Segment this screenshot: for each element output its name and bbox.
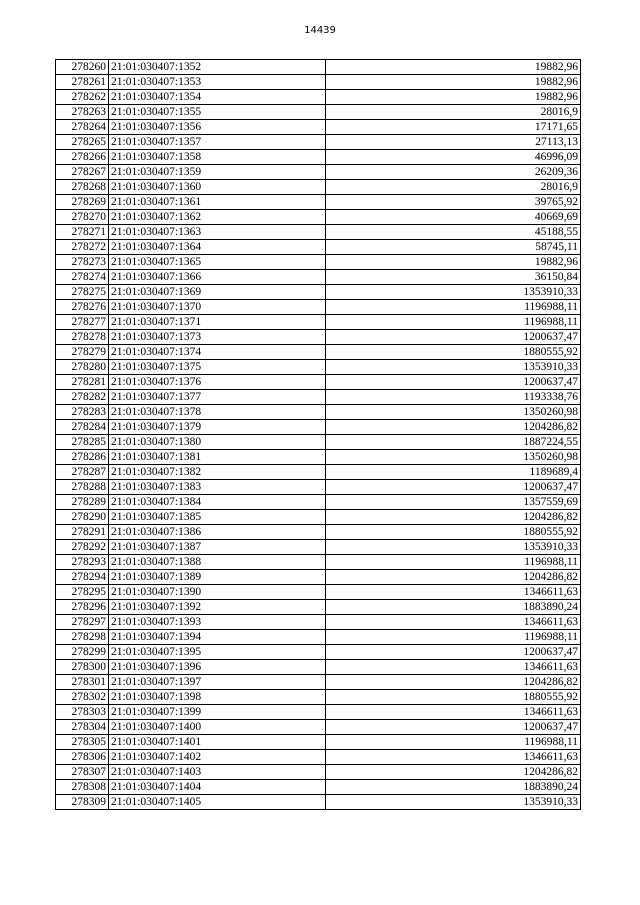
row-number-cell: 278286 xyxy=(56,450,109,465)
cadastral-number-cell: 21:01:030407:1382 xyxy=(109,465,326,480)
row-number-cell: 278283 xyxy=(56,405,109,420)
cadastral-number-cell: 21:01:030407:1390 xyxy=(109,585,326,600)
cadastral-number-cell: 21:01:030407:1361 xyxy=(109,195,326,210)
cadastral-value-cell: 1353910,33 xyxy=(326,795,581,810)
cadastral-number-cell: 21:01:030407:1403 xyxy=(109,765,326,780)
table-row xyxy=(56,75,581,90)
cadastral-value-cell: 1200637,47 xyxy=(326,330,581,345)
cadastral-value-cell: 26209,36 xyxy=(326,165,581,180)
cadastral-number-cell: 21:01:030407:1378 xyxy=(109,405,326,420)
row-number-cell: 278306 xyxy=(56,750,109,765)
row-number-cell: 278267 xyxy=(56,165,109,180)
row-number-cell: 278275 xyxy=(56,285,109,300)
cadastral-value-cell: 1350260,98 xyxy=(326,405,581,420)
cadastral-value-cell: 1883890,24 xyxy=(326,780,581,795)
cadastral-value-cell: 1883890,24 xyxy=(326,600,581,615)
cadastral-number-cell: 21:01:030407:1380 xyxy=(109,435,326,450)
cadastral-number-cell: 21:01:030407:1355 xyxy=(109,105,326,120)
row-number-cell: 278297 xyxy=(56,615,109,630)
row-number-cell: 278274 xyxy=(56,270,109,285)
cadastral-value-cell: 1200637,47 xyxy=(326,480,581,495)
row-number-cell: 278287 xyxy=(56,465,109,480)
row-number-cell: 278269 xyxy=(56,195,109,210)
cadastral-value-cell: 40669,69 xyxy=(326,210,581,225)
table-row xyxy=(56,705,581,720)
row-number-cell: 278264 xyxy=(56,120,109,135)
cadastral-value-cell: 1346611,63 xyxy=(326,660,581,675)
cadastral-value-cell: 1357559,69 xyxy=(326,495,581,510)
cadastral-number-cell: 21:01:030407:1402 xyxy=(109,750,326,765)
row-number-cell: 278301 xyxy=(56,675,109,690)
cadastral-value-table xyxy=(55,59,581,810)
cadastral-number-cell: 21:01:030407:1375 xyxy=(109,360,326,375)
row-number-cell: 278293 xyxy=(56,555,109,570)
cadastral-number-cell: 21:01:030407:1377 xyxy=(109,390,326,405)
cadastral-number-cell: 21:01:030407:1388 xyxy=(109,555,326,570)
cadastral-number-cell: 21:01:030407:1365 xyxy=(109,255,326,270)
cadastral-value-cell: 1346611,63 xyxy=(326,705,581,720)
table-row xyxy=(56,390,581,405)
cadastral-value-cell: 1193338,76 xyxy=(326,390,581,405)
cadastral-value-cell: 1346611,63 xyxy=(326,750,581,765)
table-row xyxy=(56,525,581,540)
cadastral-number-cell: 21:01:030407:1357 xyxy=(109,135,326,150)
row-number-cell: 278285 xyxy=(56,435,109,450)
row-number-cell: 278280 xyxy=(56,360,109,375)
cadastral-number-cell: 21:01:030407:1374 xyxy=(109,345,326,360)
row-number-cell: 278266 xyxy=(56,150,109,165)
row-number-cell: 278300 xyxy=(56,660,109,675)
cadastral-number-cell: 21:01:030407:1359 xyxy=(109,165,326,180)
cadastral-value-cell: 1353910,33 xyxy=(326,285,581,300)
row-number-cell: 278303 xyxy=(56,705,109,720)
cadastral-number-cell: 21:01:030407:1363 xyxy=(109,225,326,240)
cadastral-value-cell: 1196988,11 xyxy=(326,315,581,330)
cadastral-number-cell: 21:01:030407:1381 xyxy=(109,450,326,465)
cadastral-value-cell: 1880555,92 xyxy=(326,525,581,540)
row-number-cell: 278294 xyxy=(56,570,109,585)
row-number-cell: 278298 xyxy=(56,630,109,645)
cadastral-number-cell: 21:01:030407:1401 xyxy=(109,735,326,750)
table-row xyxy=(56,765,581,780)
cadastral-number-cell: 21:01:030407:1394 xyxy=(109,630,326,645)
table-row xyxy=(56,780,581,795)
row-number-cell: 278290 xyxy=(56,510,109,525)
row-number-cell: 278309 xyxy=(56,795,109,810)
table-row xyxy=(56,495,581,510)
cadastral-number-cell: 21:01:030407:1393 xyxy=(109,615,326,630)
cadastral-number-cell: 21:01:030407:1356 xyxy=(109,120,326,135)
cadastral-number-cell: 21:01:030407:1386 xyxy=(109,525,326,540)
table-row xyxy=(56,360,581,375)
row-number-cell: 278273 xyxy=(56,255,109,270)
cadastral-value-cell: 1887224,55 xyxy=(326,435,581,450)
cadastral-value-cell: 1346611,63 xyxy=(326,585,581,600)
row-number-cell: 278276 xyxy=(56,300,109,315)
cadastral-number-cell: 21:01:030407:1360 xyxy=(109,180,326,195)
cadastral-number-cell: 21:01:030407:1379 xyxy=(109,420,326,435)
table-row xyxy=(56,480,581,495)
table-row xyxy=(56,450,581,465)
row-number-cell: 278270 xyxy=(56,210,109,225)
cadastral-number-cell: 21:01:030407:1369 xyxy=(109,285,326,300)
cadastral-value-cell: 1204286,82 xyxy=(326,510,581,525)
cadastral-number-cell: 21:01:030407:1358 xyxy=(109,150,326,165)
row-number-cell: 278260 xyxy=(56,60,109,75)
row-number-cell: 278288 xyxy=(56,480,109,495)
cadastral-number-cell: 21:01:030407:1400 xyxy=(109,720,326,735)
cadastral-number-cell: 21:01:030407:1405 xyxy=(109,795,326,810)
row-number-cell: 278305 xyxy=(56,735,109,750)
cadastral-value-cell: 45188,55 xyxy=(326,225,581,240)
row-number-cell: 278291 xyxy=(56,525,109,540)
cadastral-number-cell: 21:01:030407:1399 xyxy=(109,705,326,720)
cadastral-value-cell: 58745,11 xyxy=(326,240,581,255)
cadastral-value-cell: 1200637,47 xyxy=(326,375,581,390)
cadastral-value-cell: 28016,9 xyxy=(326,180,581,195)
cadastral-value-cell: 1880555,92 xyxy=(326,690,581,705)
cadastral-value-cell: 1204286,82 xyxy=(326,765,581,780)
table-row xyxy=(56,255,581,270)
cadastral-value-cell: 27113,13 xyxy=(326,135,581,150)
cadastral-number-cell: 21:01:030407:1397 xyxy=(109,675,326,690)
row-number-cell: 278295 xyxy=(56,585,109,600)
cadastral-number-cell: 21:01:030407:1383 xyxy=(109,480,326,495)
table-row xyxy=(56,150,581,165)
table-row xyxy=(56,660,581,675)
cadastral-number-cell: 21:01:030407:1353 xyxy=(109,75,326,90)
cadastral-number-cell: 21:01:030407:1376 xyxy=(109,375,326,390)
table-row xyxy=(56,345,581,360)
row-number-cell: 278265 xyxy=(56,135,109,150)
table-row xyxy=(56,540,581,555)
row-number-cell: 278302 xyxy=(56,690,109,705)
row-number-cell: 278289 xyxy=(56,495,109,510)
table-row xyxy=(56,165,581,180)
row-number-cell: 278262 xyxy=(56,90,109,105)
cadastral-value-cell: 46996,09 xyxy=(326,150,581,165)
cadastral-value-cell: 19882,96 xyxy=(326,75,581,90)
cadastral-value-cell: 1204286,82 xyxy=(326,675,581,690)
table-row xyxy=(56,420,581,435)
table-row xyxy=(56,570,581,585)
row-number-cell: 278271 xyxy=(56,225,109,240)
table-row xyxy=(56,285,581,300)
cadastral-value-cell: 39765,92 xyxy=(326,195,581,210)
page-number: 14439 xyxy=(304,25,336,36)
table-row xyxy=(56,630,581,645)
table-row xyxy=(56,795,581,810)
row-number-cell: 278261 xyxy=(56,75,109,90)
table-row xyxy=(56,465,581,480)
cadastral-number-cell: 21:01:030407:1392 xyxy=(109,600,326,615)
row-number-cell: 278263 xyxy=(56,105,109,120)
table-row xyxy=(56,435,581,450)
table-row xyxy=(56,300,581,315)
table-row xyxy=(56,750,581,765)
table-row xyxy=(56,375,581,390)
row-number-cell: 278281 xyxy=(56,375,109,390)
cadastral-number-cell: 21:01:030407:1366 xyxy=(109,270,326,285)
cadastral-number-cell: 21:01:030407:1395 xyxy=(109,645,326,660)
cadastral-number-cell: 21:01:030407:1398 xyxy=(109,690,326,705)
cadastral-value-cell: 1353910,33 xyxy=(326,360,581,375)
table-row xyxy=(56,555,581,570)
cadastral-value-cell: 1346611,63 xyxy=(326,615,581,630)
cadastral-value-cell: 1200637,47 xyxy=(326,645,581,660)
table-row xyxy=(56,585,581,600)
cadastral-value-cell: 1350260,98 xyxy=(326,450,581,465)
row-number-cell: 278296 xyxy=(56,600,109,615)
cadastral-number-cell: 21:01:030407:1364 xyxy=(109,240,326,255)
cadastral-value-cell: 1200637,47 xyxy=(326,720,581,735)
table-row xyxy=(56,675,581,690)
cadastral-number-cell: 21:01:030407:1396 xyxy=(109,660,326,675)
row-number-cell: 278277 xyxy=(56,315,109,330)
table-row xyxy=(56,180,581,195)
cadastral-value-cell: 19882,96 xyxy=(326,255,581,270)
cadastral-value-cell: 1189689,4 xyxy=(326,465,581,480)
cadastral-value-cell: 17171,65 xyxy=(326,120,581,135)
cadastral-number-cell: 21:01:030407:1362 xyxy=(109,210,326,225)
table-row xyxy=(56,135,581,150)
table-row xyxy=(56,330,581,345)
table-row xyxy=(56,210,581,225)
table-row xyxy=(56,195,581,210)
table-body xyxy=(56,60,581,810)
cadastral-value-cell: 1196988,11 xyxy=(326,300,581,315)
table-row xyxy=(56,225,581,240)
row-number-cell: 278284 xyxy=(56,420,109,435)
table-row xyxy=(56,60,581,75)
row-number-cell: 278299 xyxy=(56,645,109,660)
row-number-cell: 278304 xyxy=(56,720,109,735)
cadastral-number-cell: 21:01:030407:1352 xyxy=(109,60,326,75)
row-number-cell: 278307 xyxy=(56,765,109,780)
cadastral-value-cell: 1196988,11 xyxy=(326,630,581,645)
row-number-cell: 278292 xyxy=(56,540,109,555)
table-row xyxy=(56,270,581,285)
table-row xyxy=(56,615,581,630)
table-row xyxy=(56,600,581,615)
cadastral-number-cell: 21:01:030407:1404 xyxy=(109,780,326,795)
cadastral-value-cell: 19882,96 xyxy=(326,90,581,105)
cadastral-number-cell: 21:01:030407:1384 xyxy=(109,495,326,510)
table-row xyxy=(56,240,581,255)
table-row xyxy=(56,405,581,420)
table-row xyxy=(56,510,581,525)
table-row xyxy=(56,735,581,750)
row-number-cell: 278278 xyxy=(56,330,109,345)
table-row xyxy=(56,645,581,660)
cadastral-value-cell: 28016,9 xyxy=(326,105,581,120)
cadastral-number-cell: 21:01:030407:1371 xyxy=(109,315,326,330)
cadastral-value-cell: 1204286,82 xyxy=(326,570,581,585)
cadastral-value-cell: 1196988,11 xyxy=(326,555,581,570)
table-row xyxy=(56,105,581,120)
table-row xyxy=(56,690,581,705)
cadastral-number-cell: 21:01:030407:1385 xyxy=(109,510,326,525)
table-row xyxy=(56,90,581,105)
cadastral-value-cell: 1353910,33 xyxy=(326,540,581,555)
cadastral-value-cell: 36150,84 xyxy=(326,270,581,285)
row-number-cell: 278308 xyxy=(56,780,109,795)
cadastral-number-cell: 21:01:030407:1389 xyxy=(109,570,326,585)
cadastral-number-cell: 21:01:030407:1370 xyxy=(109,300,326,315)
cadastral-value-cell: 19882,96 xyxy=(326,60,581,75)
row-number-cell: 278268 xyxy=(56,180,109,195)
row-number-cell: 278282 xyxy=(56,390,109,405)
table-row xyxy=(56,120,581,135)
cadastral-value-cell: 1204286,82 xyxy=(326,420,581,435)
cadastral-value-cell: 1196988,11 xyxy=(326,735,581,750)
row-number-cell: 278272 xyxy=(56,240,109,255)
cadastral-number-cell: 21:01:030407:1373 xyxy=(109,330,326,345)
cadastral-value-cell: 1880555,92 xyxy=(326,345,581,360)
table-row xyxy=(56,720,581,735)
cadastral-number-cell: 21:01:030407:1354 xyxy=(109,90,326,105)
row-number-cell: 278279 xyxy=(56,345,109,360)
table-row xyxy=(56,315,581,330)
cadastral-number-cell: 21:01:030407:1387 xyxy=(109,540,326,555)
